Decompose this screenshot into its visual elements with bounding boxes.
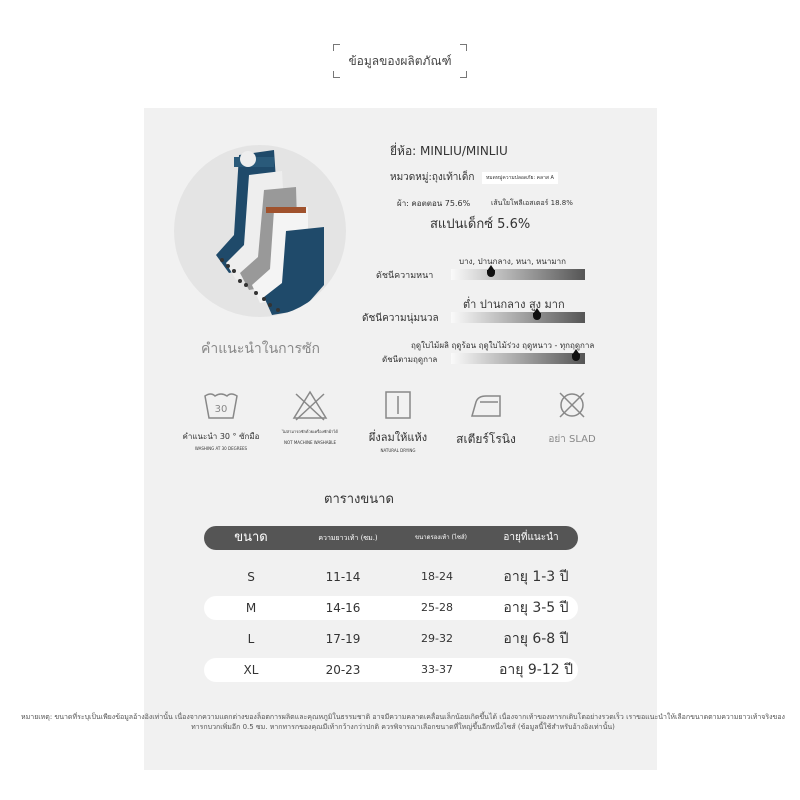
care-iron	[446, 388, 526, 449]
section-title: ข้อมูลของผลิตภัณฑ์	[348, 53, 452, 68]
section-header	[333, 44, 467, 78]
thickness-label: ดัชนีความหนา	[376, 271, 434, 281]
season-scale: ฤดูใบไม้ผลิ ฤดูร้อน ฤดูใบไม้ร่วง ฤดูหนาว - ทุกฤดูกาล	[411, 341, 595, 350]
season-label: ดัชนีตามฤดูกาล	[382, 355, 438, 364]
material-spandex: สแปนเด็กซ์ 5.6%	[430, 217, 531, 232]
season-bar	[451, 353, 585, 364]
material-cotton: ผ้า: คอตตอน 75.6%	[397, 199, 471, 208]
cell-size: XL	[243, 663, 259, 677]
thickness-bar	[451, 269, 585, 280]
thickness-marker	[487, 265, 495, 271]
header-size: ขนาด	[234, 530, 268, 545]
socks-illustration	[174, 145, 346, 317]
cell-size: M	[245, 601, 257, 615]
product-image	[174, 145, 346, 317]
cell-size: S	[247, 570, 255, 584]
cell-foot-length: 14-16	[325, 601, 361, 615]
corner-decoration	[333, 44, 340, 51]
header-foot-length: ความยาวเท้า (ซม.)	[318, 534, 378, 542]
iron-icon	[466, 388, 506, 424]
care-label: สเตียร์โรนิง	[456, 432, 516, 446]
cell-foot-length: 20-23	[325, 663, 361, 677]
header-age: อายุที่แนะนำ	[503, 532, 559, 543]
size-table-title: ตารางขนาด	[324, 492, 394, 507]
softness-marker	[533, 308, 541, 314]
no-tumble-dry-icon	[552, 388, 592, 424]
corner-decoration	[460, 44, 467, 51]
softness-bar	[451, 312, 585, 323]
corner-decoration	[333, 71, 340, 78]
header-shoe-size: ขนาดรองเท้า (ไซส์)	[415, 534, 467, 541]
season-marker	[572, 349, 580, 355]
care-label: ไม่สามารถซักด้วยเครื่องซักผ้าได้	[282, 429, 338, 434]
svg-text:30: 30	[214, 404, 228, 415]
no-machine-wash-icon	[290, 388, 330, 424]
cell-age: อายุ 9-12 ปี	[498, 662, 574, 678]
brand-text: ยี่ห้อ: MINLIU/MINLIU	[390, 144, 508, 158]
care-no-tumble	[534, 388, 610, 447]
cell-size: L	[247, 632, 255, 646]
size-table-header	[204, 526, 578, 550]
care-natural-dry	[360, 388, 436, 453]
cell-shoe-size: 29-32	[421, 632, 453, 645]
care-label: อย่า SLAD	[548, 434, 596, 445]
corner-decoration	[460, 71, 467, 78]
category-note: หมดหมู่ความปลอดภัย: คลาส A	[482, 172, 558, 184]
wash-title: คำแนะนำในการซัก	[201, 341, 321, 357]
cell-shoe-size: 25-28	[421, 601, 453, 614]
cell-shoe-size: 33-37	[421, 663, 453, 676]
softness-label: ดัชนีความนุ่มนวล	[362, 313, 439, 324]
care-label: ผึ่งลมให้แห้ง	[368, 431, 428, 444]
cell-foot-length: 11-14	[325, 570, 361, 584]
care-no-machine	[272, 388, 348, 445]
cell-age: อายุ 6-8 ปี	[503, 631, 569, 647]
care-sub: WASHING AT 30 DEGREES	[194, 446, 248, 451]
care-sub: NOT MACHINE WASHABLE	[284, 440, 336, 445]
natural-dry-icon	[378, 388, 418, 424]
care-wash-30	[174, 388, 268, 451]
cell-foot-length: 17-19	[325, 632, 361, 646]
thickness-scale: บาง, ปานกลาง, หนา, หนามาก	[459, 257, 566, 266]
size-footnote: หมายเหตุ: ขนาดที่ระบุเป็นเพียงข้อมูลอ้างอิงเท่านั้น เนื่องจากความแตกต่างของล็อตการผลิตและคุณหภูมิในธรรมชาติ อาจมีความคลาดเคลื่อนเล็กน้อยเกิดขึ้นได้ เนื่องจากเท้าของทารกเติบโตอย่างรวดเร็ว เราขอแนะนำให้เลือกขนาดตามความยาวเท้าจริงของทารกบวกเพิ่มอีก 0.5 ซม. หากทารกของคุณมีเท้ากว้างกว่าปกติ ควรพิจารณาเลือกขนาดที่ใหญ่ขึ้นอีกหนึ่งไซส์ (ข้อมูลนี้ใช้สำหรับอ้างอิงเท่านั้น)	[21, 713, 785, 731]
material-polyester: เส้นใยโพลีเอสเตอร์ 18.8%	[491, 199, 573, 207]
softness-scale: ต่ำ ปานกลาง สูง มาก	[463, 298, 565, 311]
cell-age: อายุ 1-3 ปี	[503, 569, 569, 585]
wash-30-icon	[201, 388, 241, 424]
category-text: หมวดหมู่:ถุงเท้าเด็ก	[390, 172, 475, 183]
care-label: คำแนะนำ 30 ° ซักมือ	[182, 432, 260, 441]
cell-age: อายุ 3-5 ปี	[503, 600, 569, 616]
cell-shoe-size: 18-24	[421, 570, 453, 583]
care-sub: NATURAL DRYING	[380, 448, 416, 453]
